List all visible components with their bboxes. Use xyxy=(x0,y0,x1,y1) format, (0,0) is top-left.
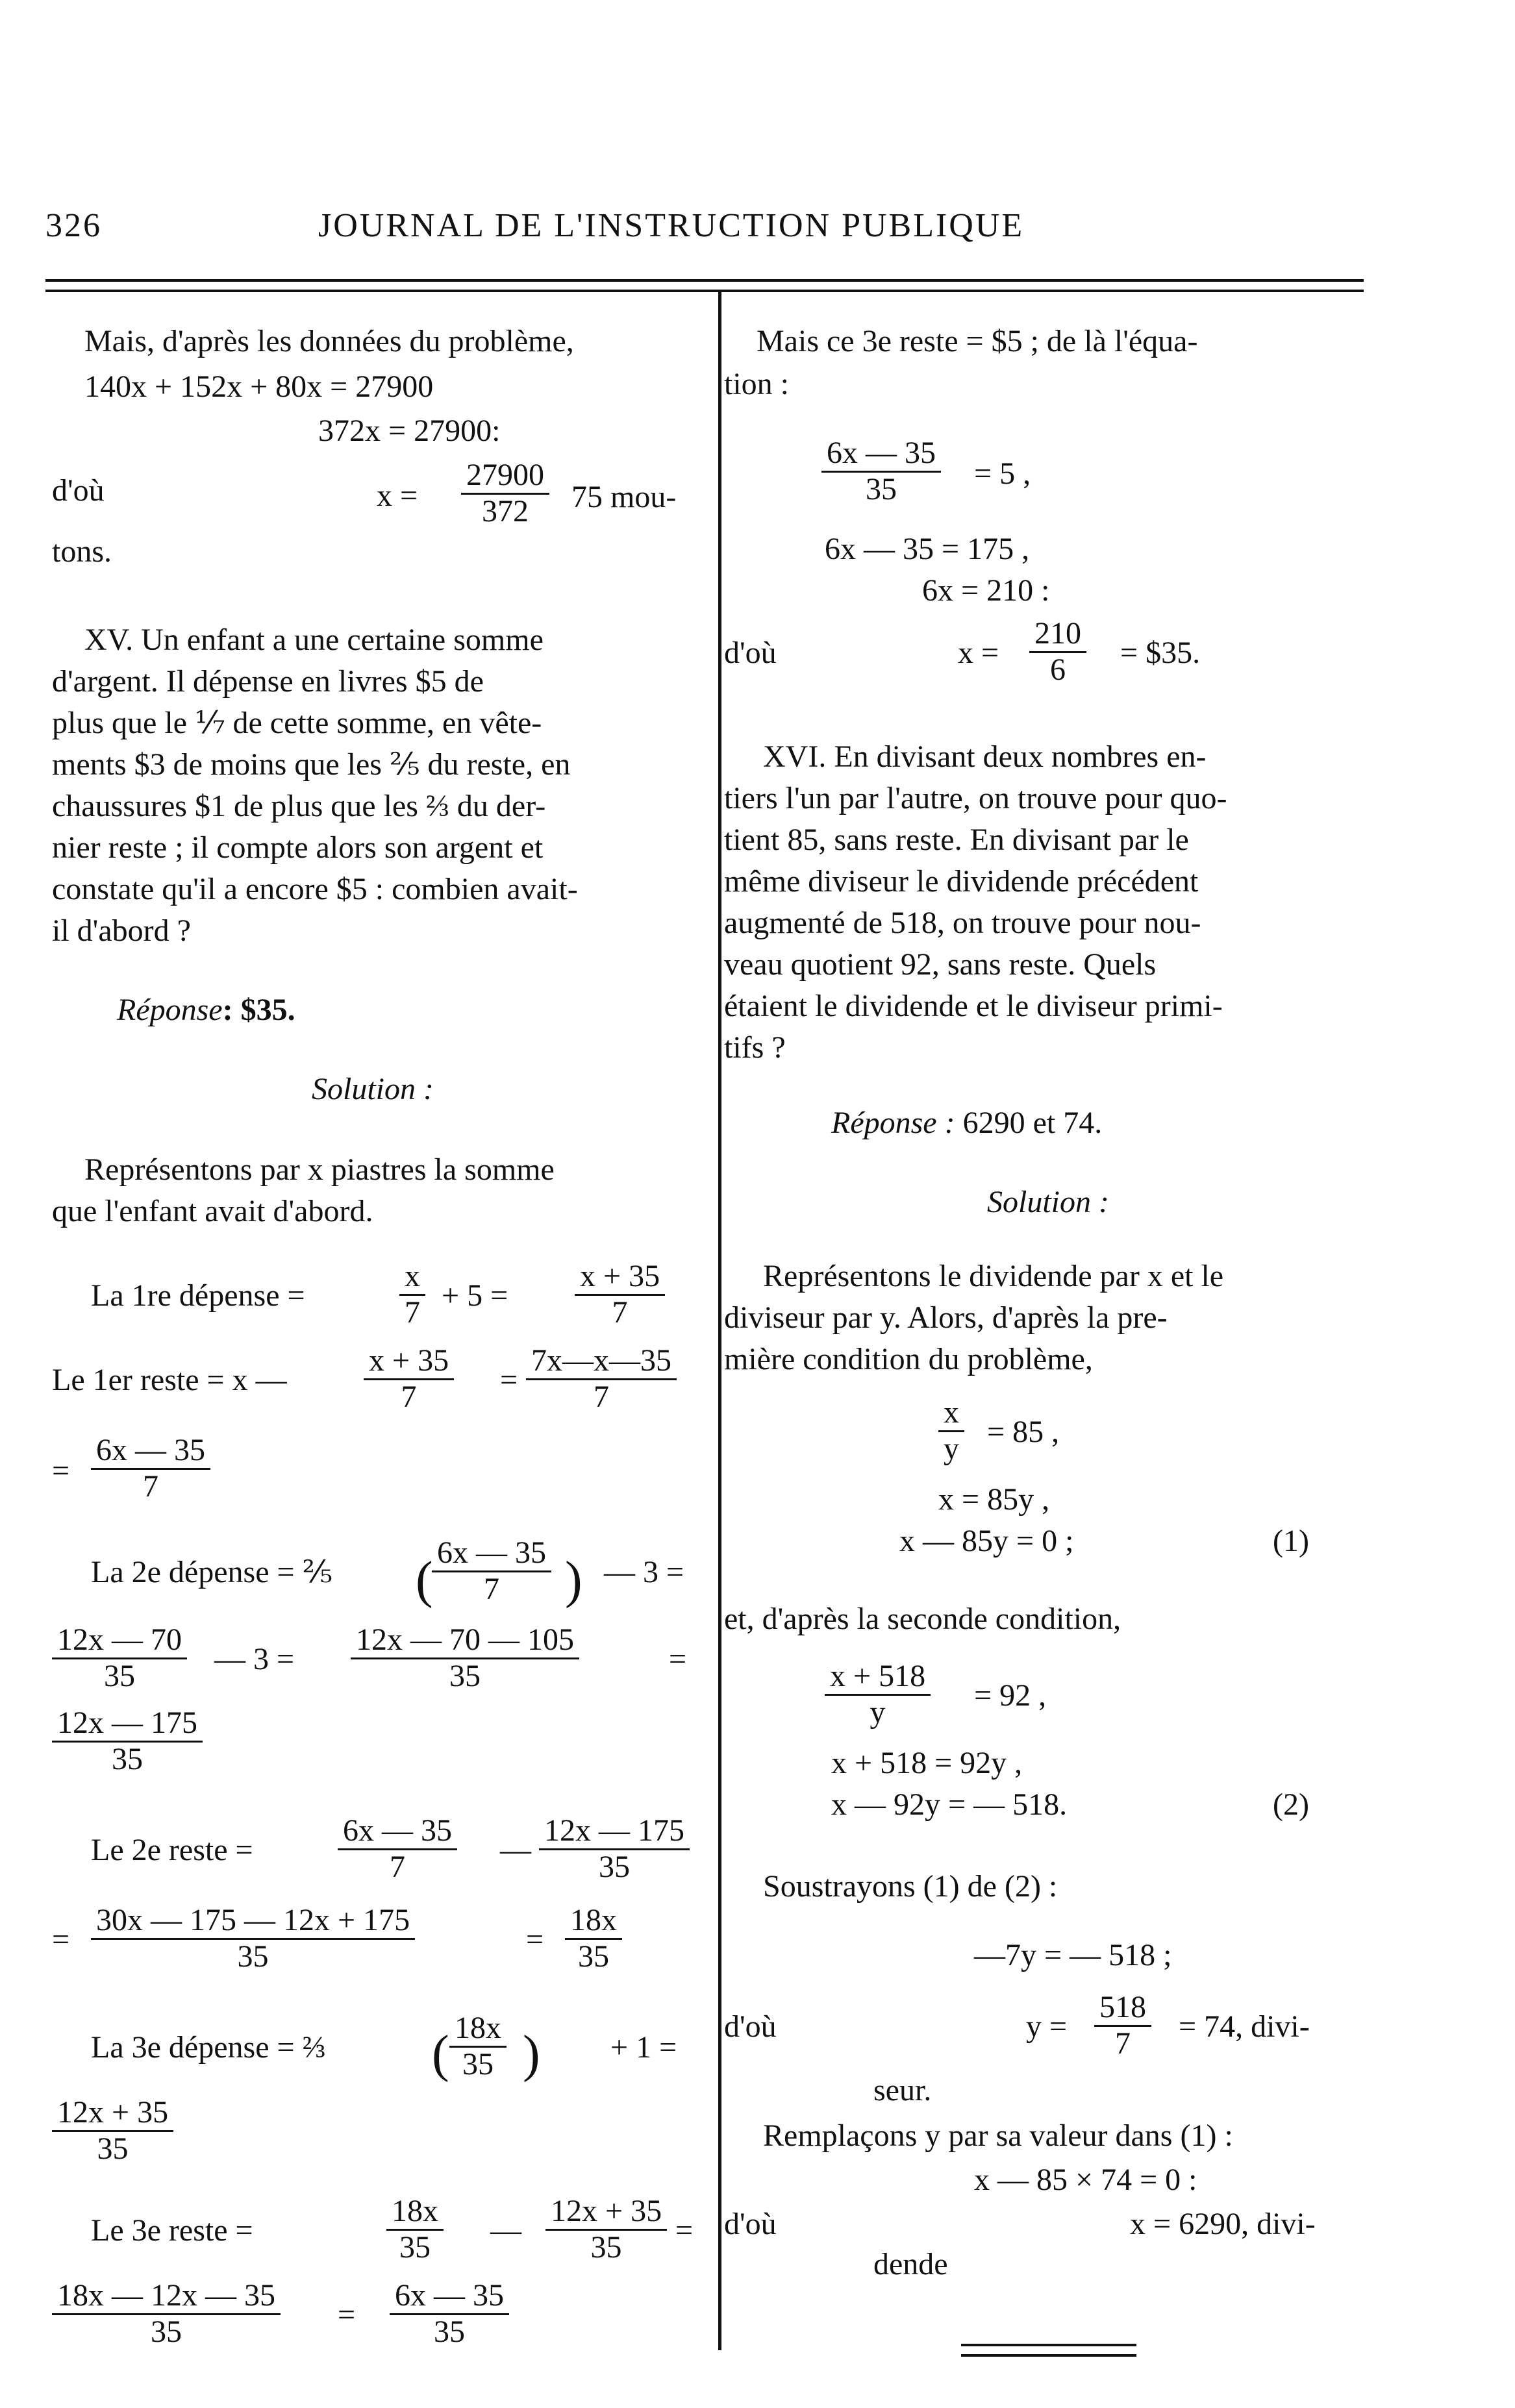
equation-number: (1) xyxy=(1273,1524,1309,1558)
fraction: $\frac{x + 35}{7}$ xyxy=(364,1344,454,1415)
fraction: $\frac{12x — 70}{35}$ xyxy=(52,1623,187,1694)
end-rule-bottom xyxy=(961,2354,1136,2357)
equation: x = 6290, divi- xyxy=(1130,2207,1316,2241)
equation: — xyxy=(490,2213,521,2248)
equation: x — 85 × 74 = 0 : xyxy=(974,2163,1197,2197)
fraction: $\frac{6x — 35}{7}$ xyxy=(91,1434,210,1504)
equation: — xyxy=(500,1833,531,1867)
equation: = xyxy=(526,1922,544,1957)
fraction: $\frac{6x — 35}{35}$ xyxy=(390,2279,509,2350)
problem-xv-line: chaussures $1 de plus que les ⅔ du der- xyxy=(52,789,546,823)
equation: = xyxy=(675,2213,694,2248)
equation: = 74, divi- xyxy=(1179,2009,1310,2044)
equation: x = 85y , xyxy=(938,1482,1050,1517)
text-line: Soustrayons (1) de (2) : xyxy=(763,1869,1058,1904)
text-line: d'où xyxy=(52,473,105,508)
page-number: 326 xyxy=(45,207,102,244)
problem-xv-line: d'argent. Il dépense en livres $5 de xyxy=(52,664,484,699)
paren-close: ) xyxy=(523,2026,540,2083)
equation: = xyxy=(669,1642,687,1676)
problem-xvi-line: augmenté de 518, on trouve pour nou- xyxy=(724,906,1201,940)
fraction: $\frac{12x + 35}{35}$ xyxy=(545,2194,667,2265)
answer-line: Réponse : 6290 et 74. xyxy=(831,1106,1103,1140)
equation: x — 92y = — 518. xyxy=(831,1787,1068,1822)
column-divider xyxy=(718,292,721,2350)
problem-xvi-line: veau quotient 92, sans reste. Quels xyxy=(724,947,1157,982)
equation: x + 518 = 92y , xyxy=(831,1746,1023,1780)
equation: 6x = 210 : xyxy=(922,573,1050,608)
header-rule-top xyxy=(45,279,1364,282)
header-rule-bottom xyxy=(45,290,1364,292)
solution-heading: Solution : xyxy=(312,1072,434,1106)
equation: — 3 = xyxy=(214,1642,295,1676)
text-line: dende xyxy=(873,2247,948,2281)
problem-xv-line: il d'abord ? xyxy=(52,913,191,948)
fraction: $\frac{7x—x—35}{7}$ xyxy=(526,1344,677,1415)
equation: 6x — 35 = 175 , xyxy=(825,532,1030,566)
fraction: $\frac{12x — 175}{35}$ xyxy=(52,1706,203,1777)
text-line: d'où xyxy=(724,2009,777,2044)
equation: = xyxy=(338,2298,356,2332)
paren-open: ( xyxy=(416,1552,433,1609)
equation: La 1re dépense = xyxy=(91,1278,305,1313)
fraction: $\frac{30x — 175 — 12x + 175}{35}$ xyxy=(91,1904,415,1974)
text-line: et, d'après la seconde condition, xyxy=(724,1602,1121,1636)
problem-xvi-line: tifs ? xyxy=(724,1030,786,1065)
equation: y = xyxy=(1026,2009,1068,2044)
equation: = xyxy=(52,1922,70,1957)
problem-xvi-line: même diviseur le dividende précédent xyxy=(724,864,1199,899)
equation: = xyxy=(500,1363,518,1397)
equation: Le 1er reste = x — xyxy=(52,1363,287,1397)
fraction: $\frac{18x}{35}$ xyxy=(449,2011,507,2082)
problem-xvi-line: XVI. En divisant deux nombres en- xyxy=(763,739,1207,774)
text-line: tons. xyxy=(52,534,112,569)
fraction: $\frac{18x}{35}$ xyxy=(386,2194,444,2265)
equation: x — 85y = 0 ; xyxy=(899,1524,1074,1558)
fraction: $\frac{6x — 35}{7}$ xyxy=(338,1814,457,1885)
problem-xvi-line: tiers l'un par l'autre, on trouve pour quo- xyxy=(724,781,1227,815)
equation: La 2e dépense = ⅖ xyxy=(91,1555,333,1589)
fraction: $\frac{18x}{35}$ xyxy=(565,1904,622,1974)
solution-heading: Solution : xyxy=(987,1185,1109,1219)
equation: = 5 , xyxy=(974,456,1031,491)
problem-xvi-line: tient 85, sans reste. En divisant par le xyxy=(724,823,1189,857)
problem-xv-line: ments $3 de moins que les ⅖ du reste, en xyxy=(52,747,571,782)
text-line: Mais ce 3e reste = $5 ; de là l'équa- xyxy=(757,324,1198,358)
text-line: Représentons par x piastres la somme xyxy=(84,1152,555,1187)
text-line: Représentons le dividende par x et le xyxy=(763,1259,1224,1293)
text-line: seur. xyxy=(873,2073,932,2107)
text-line: mière condition du problème, xyxy=(724,1342,1093,1376)
equation: x = xyxy=(377,478,418,513)
text-line: que l'enfant avait d'abord. xyxy=(52,1194,373,1228)
fraction: $\frac{518}{7}$ xyxy=(1094,1991,1151,2061)
text-line: d'où xyxy=(724,636,777,670)
fraction: $\frac{x + 518}{y}$ xyxy=(825,1659,931,1730)
equation-number: (2) xyxy=(1273,1787,1309,1822)
page-header xyxy=(45,206,1364,258)
fraction: $\frac{12x + 35}{35}$ xyxy=(52,2096,173,2166)
equation: = xyxy=(52,1454,70,1488)
fraction: $\frac{27900}{372}$ xyxy=(461,458,549,529)
equation: —7y = — 518 ; xyxy=(974,1938,1172,1972)
problem-xv-line: XV. Un enfant a une certaine somme xyxy=(84,623,544,657)
text-line: d'où xyxy=(724,2207,777,2241)
text-line: tion : xyxy=(724,367,790,401)
equation: Le 2e reste = xyxy=(91,1833,253,1867)
equation: 372x = 27900: xyxy=(318,414,501,448)
fraction: $\frac{x + 35}{7}$ xyxy=(575,1260,665,1330)
paren-close: ) xyxy=(565,1552,582,1609)
fraction: $\frac{x}{y}$ xyxy=(938,1396,964,1467)
end-rule-top xyxy=(961,2344,1136,2346)
equation: — 3 = xyxy=(604,1555,684,1589)
equation: + 1 = xyxy=(610,2030,677,2065)
fraction: $\frac{18x — 12x — 35}{35}$ xyxy=(52,2279,281,2350)
text-line: 75 mou- xyxy=(571,480,677,514)
fraction: $\frac{12x — 175}{35}$ xyxy=(539,1814,690,1885)
problem-xv-line: plus que le ⅐ de cette somme, en vête- xyxy=(52,706,542,740)
problem-xv-line: constate qu'il a encore $5 : combien avait- xyxy=(52,872,578,906)
equation: 140x + 152x + 80x = 27900 xyxy=(84,369,434,404)
fraction: $\frac{x}{7}$ xyxy=(399,1260,425,1330)
equation: + 5 = xyxy=(442,1278,508,1313)
text-line: Mais, d'après les données du problème, xyxy=(84,324,574,358)
fraction: $\frac{6x — 35}{7}$ xyxy=(432,1536,551,1607)
answer-line: Réponse: $35. xyxy=(117,993,295,1027)
equation: x = xyxy=(958,636,999,670)
fraction: $\frac{210}{6}$ xyxy=(1029,617,1086,688)
equation: Le 3e reste = xyxy=(91,2213,253,2248)
equation: La 3e dépense = ⅔ xyxy=(91,2030,326,2065)
text-line: Remplaçons y par sa valeur dans (1) : xyxy=(763,2118,1233,2153)
text-line: diviseur par y. Alors, d'après la pre- xyxy=(724,1300,1168,1335)
problem-xvi-line: étaient le dividende et le diviseur primi- xyxy=(724,989,1223,1023)
equation: = 92 , xyxy=(974,1678,1047,1713)
equation: = $35. xyxy=(1120,636,1201,670)
equation: = 85 , xyxy=(987,1415,1060,1449)
paren-open: ( xyxy=(432,2026,449,2083)
journal-title: JOURNAL DE L'INSTRUCTION PUBLIQUE xyxy=(318,207,1025,244)
fraction: $\frac{6x — 35}{35}$ xyxy=(821,436,941,507)
fraction: $\frac{12x — 70 — 105}{35}$ xyxy=(351,1623,579,1694)
problem-xv-line: nier reste ; il compte alors son argent et xyxy=(52,830,544,865)
